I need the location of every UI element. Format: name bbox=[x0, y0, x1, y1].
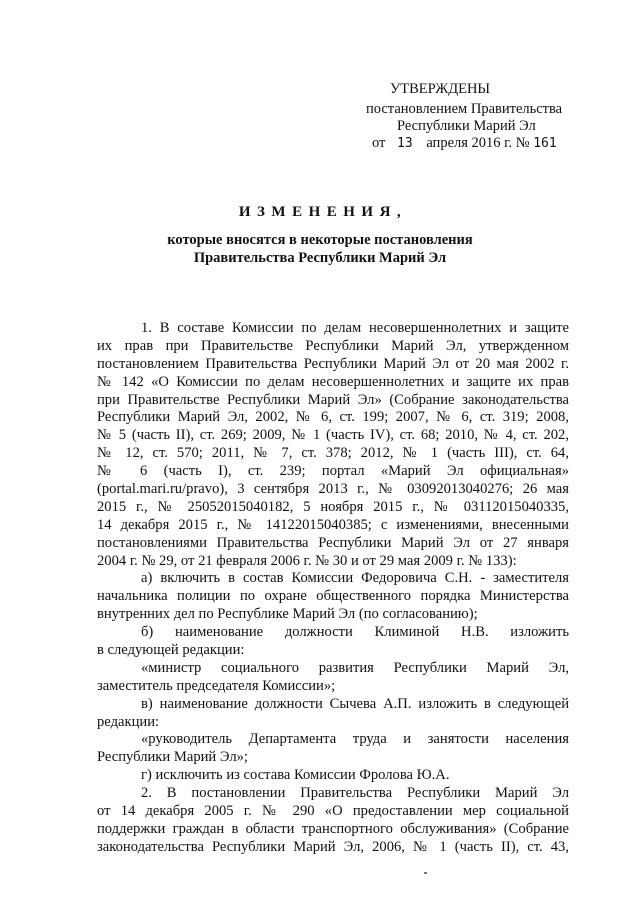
body-line: 14 декабря 2015 г., № 14122015040385; с изменениями, внесенными bbox=[97, 516, 569, 533]
approval-number: 161 bbox=[533, 136, 557, 151]
approval-day: 13 bbox=[397, 136, 413, 151]
body-line: начальника полиции по охране общественного порядка Министерства bbox=[97, 588, 569, 605]
body-line: 1. В составе Комиссии по делам несовершеннолетних и защите bbox=[141, 320, 569, 336]
document-body bbox=[97, 320, 569, 857]
body-line: Республики Марий Эл, 2002, № 6, ст. 199; 2007, № 6, ст. 319; 2008, bbox=[97, 409, 569, 426]
body-line: № 12, ст. 570; 2011, № 7, ст. 378; 2012, № 1 (часть III), ст. 64, bbox=[97, 445, 569, 462]
document-subtitle bbox=[0, 231, 640, 267]
body-line: от 14 декабря 2005 г. № 290 «О предоставлении мер социальной bbox=[97, 803, 569, 820]
approval-heading: УТВЕРЖДЕНЫ bbox=[390, 81, 491, 97]
body-line: а) включить в состав Комиссии Федоровича С.Н. - заместителя bbox=[141, 570, 569, 587]
body-line: № 6 (часть I), ст. 239; портал «Марий Эл официальная» bbox=[97, 463, 569, 480]
body-line: № 142 «О Комиссии по делам несовершеннолетних и защите их прав bbox=[97, 373, 569, 390]
scan-speck bbox=[424, 872, 427, 874]
body-line: в) наименование должности Сычева А.П. изложить в следующей bbox=[141, 695, 569, 712]
body-line: «министр социального развития Республики Марий Эл, bbox=[141, 659, 569, 676]
date-prefix: от bbox=[372, 135, 386, 151]
body-line: «руководитель Департамента труда и занятости населения bbox=[141, 731, 569, 748]
body-line: заместитель председателя Комиссии»; bbox=[97, 677, 336, 694]
body-line: в следующей редакции: bbox=[97, 642, 245, 659]
body-line: поддержки граждан в области транспортного обслуживания» (Собрание bbox=[97, 820, 569, 837]
body-line: 2015 г., № 25052015040182, 5 ноября 2015 г., № 03112015040335, bbox=[97, 498, 569, 515]
approval-date-line bbox=[372, 134, 557, 153]
body-line: законодательства Республики Марий Эл, 2006, № 1 (часть II), ст. 43, bbox=[97, 838, 569, 855]
body-line: б) наименование должности Климиной Н.В. изложить bbox=[141, 624, 569, 641]
body-line: (portal.mari.ru/pravo), 3 сентября 2013 г., № 03092013040276; 26 мая bbox=[97, 481, 569, 498]
body-line: постановлением Правительства Республики Марий Эл от 20 мая 2002 г. bbox=[97, 355, 569, 372]
document-title: ИЗМЕНЕНИЯ, bbox=[238, 204, 408, 220]
body-line: Республики Марий Эл»; bbox=[97, 749, 248, 766]
body-line: постановлениями Правительства Республики Марий Эл от 27 января bbox=[97, 534, 569, 551]
subtitle-line-1: которые вносятся в некоторые постановления bbox=[167, 232, 473, 248]
approval-line-decree: постановлением Правительства bbox=[366, 101, 563, 117]
body-line: при Правительстве Республики Марий Эл» (Собрание законодательства bbox=[97, 391, 569, 408]
body-line: редакции: bbox=[97, 713, 160, 730]
body-line: г) исключить из состава Комиссии Фролова Ю.А. bbox=[141, 767, 450, 784]
body-line: их прав при Правительстве Республики Марий Эл, утвержденном bbox=[97, 337, 569, 354]
body-line: № 5 (часть II), ст. 269; 2009, № 1 (часть IV), ст. 68; 2010, № 4, ст. 202, bbox=[97, 427, 569, 444]
date-middle: апреля 2016 г. № bbox=[426, 135, 530, 151]
subtitle-line-2: Правительства Республики Марий Эл bbox=[193, 250, 447, 266]
body-line: внутренних дел по Республике Марий Эл (по согласованию); bbox=[97, 606, 478, 623]
approval-line-republic: Республики Марий Эл bbox=[397, 118, 536, 134]
body-line: 2. В постановлении Правительства Республики Марий Эл bbox=[141, 785, 569, 802]
body-line: 2004 г. № 29, от 21 февраля 2006 г. № 30 и от 29 мая 2009 г. № 133): bbox=[97, 552, 517, 569]
